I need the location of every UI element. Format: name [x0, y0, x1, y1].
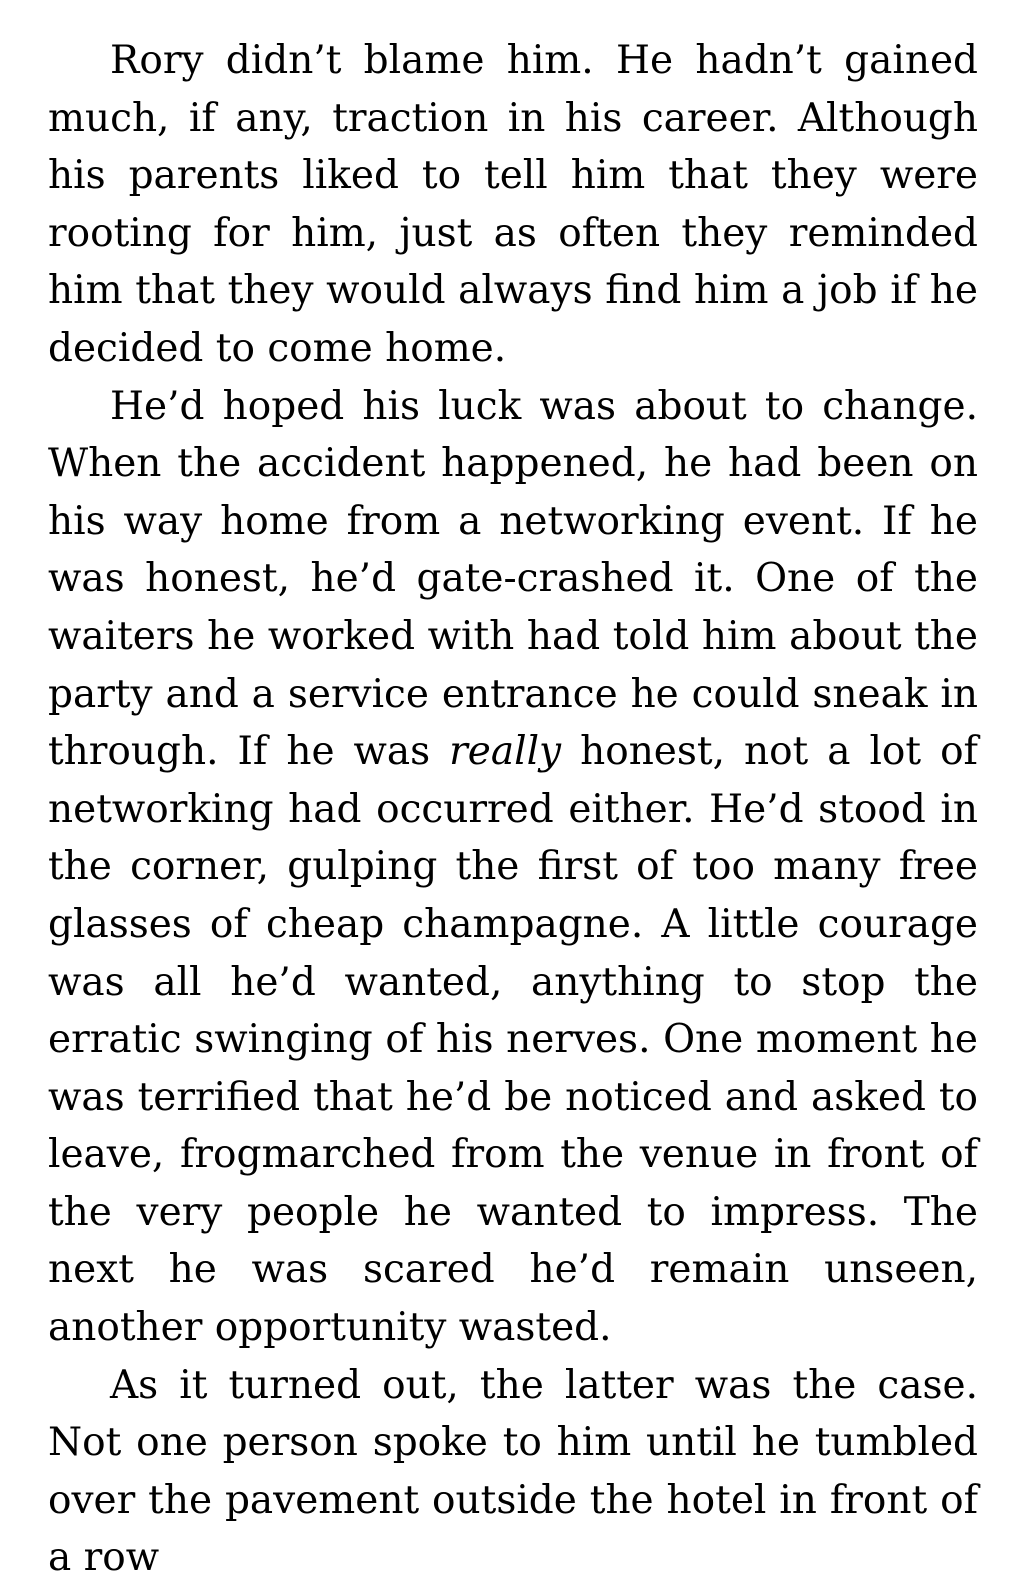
paragraph-3: As it turned out, the latter was the case. Not one person spoke to him until he tumbled over the pavement outside the hotel in front of a row [48, 1362, 978, 1581]
paragraph-2-italic-word: really [449, 729, 562, 775]
paragraph-2 [48, 378, 978, 1357]
paragraph-2-text-end: honest, not a lot of networking had occurred either. He’d stood in the corner, gulping the first of too many free glasses of cheap champagne. A little courage was all he’d wanted, anything to stop the erratic swinging of his nerves. One moment he was terrified that he’d be noticed and asked to leave, frogmarched from the venue in front of the very people he wanted to impress. The next he was scared he’d remain unseen, another opportunity wasted. [48, 729, 978, 1351]
book-page [48, 32, 978, 1587]
paragraph-1: Rory didn’t blame him. He hadn’t gained much, if any, traction in his career. Although his parents liked to tell him that they were rooting for him, just as often they reminded him that they would always find him a job if he decided to come home. [48, 38, 978, 371]
paragraph-2-text-start: He’d hoped his luck was about to change. When the accident happened, he had been on his way home from a networking event. If he was honest, he’d gate-crashed it. One of the waiters he worked with had told him about the party and a service entrance he could sneak in through. If he was [48, 383, 978, 775]
